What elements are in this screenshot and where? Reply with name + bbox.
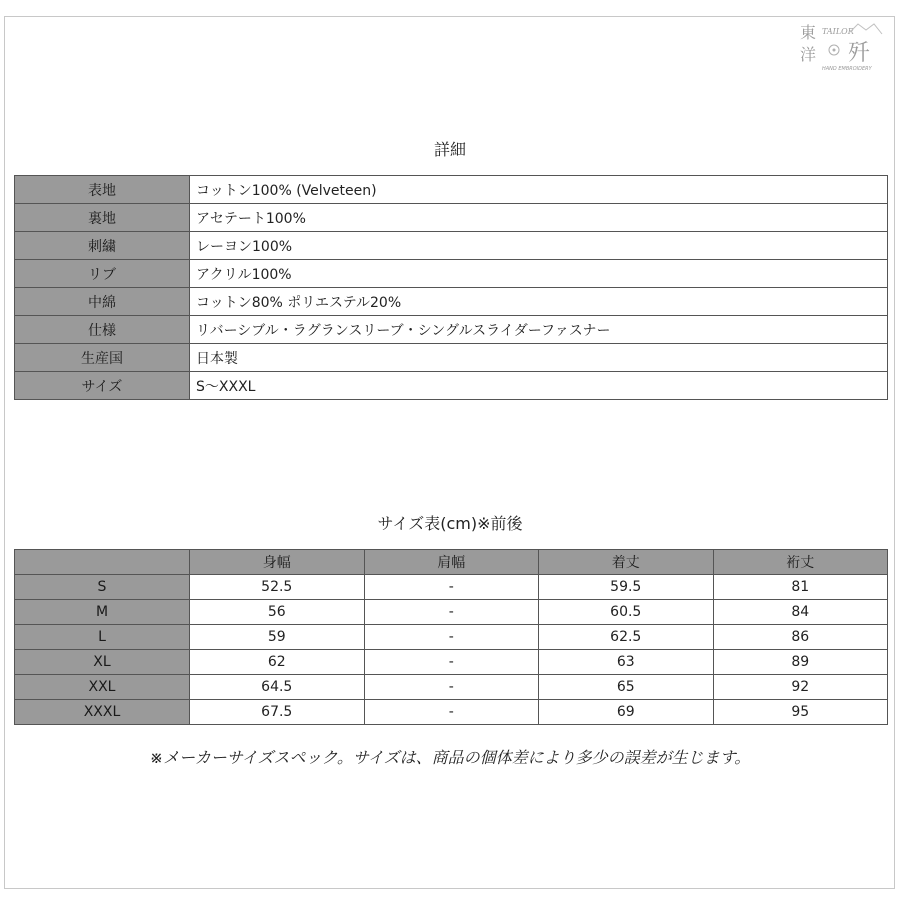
table-cell: - <box>364 675 539 700</box>
table-row <box>15 260 888 288</box>
logo-kanji-1: 東 <box>800 23 817 42</box>
detail-label: 仕様 <box>15 316 190 344</box>
detail-label: 刺繍 <box>15 232 190 260</box>
size-label: S <box>15 575 190 600</box>
table-cell: 52.5 <box>190 575 365 600</box>
size-label: XL <box>15 650 190 675</box>
table-cell: 84 <box>713 600 888 625</box>
table-cell: 69 <box>539 700 714 725</box>
table-cell: - <box>364 650 539 675</box>
column-header-body-width: 身幅 <box>190 550 365 575</box>
size-label: XXL <box>15 675 190 700</box>
detail-label: サイズ <box>15 372 190 400</box>
size-note: ※メーカーサイズスペック。サイズは、商品の個体差により多少の誤差が生じます。 <box>149 748 751 767</box>
table-cell: 63 <box>539 650 714 675</box>
table-cell: - <box>364 575 539 600</box>
table-row <box>15 575 888 600</box>
detail-value: コットン80% ポリエステル20% <box>190 288 888 316</box>
table-cell: - <box>364 625 539 650</box>
table-cell: 81 <box>713 575 888 600</box>
table-cell: 62 <box>190 650 365 675</box>
detail-value: 日本製 <box>190 344 888 372</box>
table-row <box>15 675 888 700</box>
detail-value: アセテート100% <box>190 204 888 232</box>
column-header-empty <box>15 550 190 575</box>
detail-value: コットン100% (Velveteen) <box>190 176 888 204</box>
detail-label: 中綿 <box>15 288 190 316</box>
detail-value: リバーシブル・ラグランスリーブ・シングルスライダーファスナー <box>190 316 888 344</box>
size-label: L <box>15 625 190 650</box>
brand-logo <box>800 20 886 72</box>
table-row <box>15 204 888 232</box>
detail-label: 表地 <box>15 176 190 204</box>
table-row <box>15 372 888 400</box>
logo-kanji-2: 洋 <box>800 45 817 64</box>
table-cell: 86 <box>713 625 888 650</box>
table-row <box>15 650 888 675</box>
table-row <box>15 625 888 650</box>
size-chart-title: サイズ表(cm)※前後 <box>377 514 523 533</box>
logo-kanji-3: 歼 <box>848 41 871 66</box>
column-header-shoulder-width: 肩幅 <box>364 550 539 575</box>
detail-label: 生産国 <box>15 344 190 372</box>
table-row <box>15 316 888 344</box>
table-cell: 62.5 <box>539 625 714 650</box>
detail-value: アクリル100% <box>190 260 888 288</box>
details-table <box>14 175 888 400</box>
size-label: M <box>15 600 190 625</box>
table-row <box>15 232 888 260</box>
table-cell: 95 <box>713 700 888 725</box>
table-cell: 60.5 <box>539 600 714 625</box>
column-header-length: 着丈 <box>539 550 714 575</box>
table-row <box>15 700 888 725</box>
details-title: 詳細 <box>433 140 466 159</box>
table-cell: - <box>364 700 539 725</box>
detail-label: リブ <box>15 260 190 288</box>
table-cell: 89 <box>713 650 888 675</box>
size-chart-table <box>14 549 888 725</box>
table-cell: 67.5 <box>190 700 365 725</box>
logo-mountain-icon <box>850 24 882 34</box>
table-cell: 64.5 <box>190 675 365 700</box>
table-header-row <box>15 550 888 575</box>
table-row <box>15 600 888 625</box>
detail-value: レーヨン100% <box>190 232 888 260</box>
table-cell: 56 <box>190 600 365 625</box>
logo-text-bottom: HAND EMBROIDERY <box>822 66 872 72</box>
table-row <box>15 344 888 372</box>
logo-text-top: TAILOR <box>822 27 854 36</box>
column-header-sleeve-length: 裄丈 <box>713 550 888 575</box>
detail-value: S〜XXXL <box>190 372 888 400</box>
table-cell: 59 <box>190 625 365 650</box>
table-cell: - <box>364 600 539 625</box>
table-row <box>15 176 888 204</box>
detail-label: 裏地 <box>15 204 190 232</box>
table-cell: 59.5 <box>539 575 714 600</box>
table-cell: 65 <box>539 675 714 700</box>
size-label: XXXL <box>15 700 190 725</box>
brand-logo-image <box>800 20 886 72</box>
table-row <box>15 288 888 316</box>
table-cell: 92 <box>713 675 888 700</box>
